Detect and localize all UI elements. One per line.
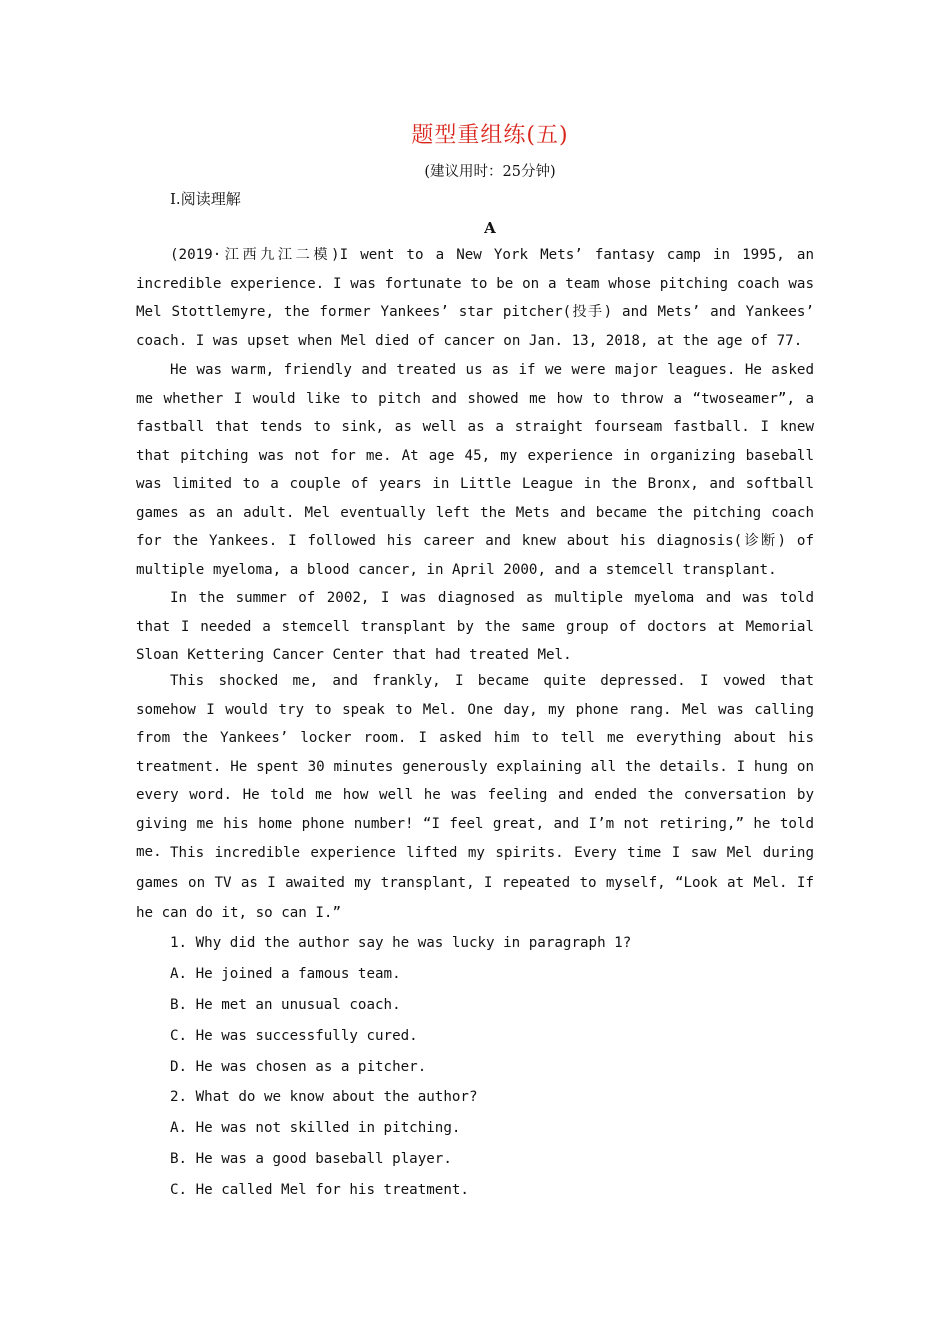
page-title: 题型重组练(五) — [411, 123, 569, 148]
passage-paragraph-5: This incredible experience lifted my spirits. Every time I saw Mel during games on TV as I awaited my transplant, I repeated to myself, “Look at Mel. If he can do it, so can I.” — [136, 845, 814, 921]
question-2: 2. What do we know about the author? — [170, 1089, 478, 1105]
part-label: A — [484, 219, 496, 237]
passage-paragraph-3: In the summer of 2002, I was diagnosed as multiple myeloma and was told that I needed a stemcell transplant by the same group of doctors at Memorial Sloan Kettering Cancer Center that had treated Mel. — [136, 590, 814, 663]
question-2-option-c: C. He called Mel for his treatment. — [170, 1182, 469, 1198]
question-1-option-d: D. He was chosen as a pitcher. — [170, 1059, 427, 1075]
passage-paragraph-1: (2019·江西九江二模)I went to a New York Mets’ fantasy camp in 1995, an incredible experience. I was fortunate to be on a team whose pitching coach was Mel Stottlemyre, the former Yankees’ star pitcher(投手) and Mets’ and Yankees’ coach. I was upset when Mel died of cancer on Jan. 13, 2018, at the age of 77. — [136, 247, 814, 349]
question-1-option-a: A. He joined a famous team. — [170, 966, 401, 982]
question-1: 1. Why did the author say he was lucky in paragraph 1? — [170, 935, 632, 951]
question-2-option-b: B. He was a good baseball player. — [170, 1151, 452, 1167]
section-heading: Ⅰ.阅读理解 — [170, 190, 241, 208]
question-1-option-c: C. He was successfully cured. — [170, 1028, 418, 1044]
suggested-time: (建议用时：25分钟) — [424, 164, 556, 180]
passage-paragraph-2: He was warm, friendly and treated us as if we were major leagues. He asked me whether I would like to pitch and showed me how to throw a “twoseamer”, a fastball that tends to sink, as well as a straight fourseam fastball. I knew that pitching was not for me. At age 45, my experience in organizing baseball was limited to a couple of years in Little League in the Bronx, and softball games as an adult. Mel eventually left the Mets and became the pitching coach for the Yankees. I followed his career and knew about his diagnosis(诊断) of multiple myeloma, a blood cancer, in April 2000, and a stemcell transplant. — [136, 362, 814, 578]
passage-paragraph-4: This shocked me, and frankly, I became quite depressed. I vowed that somehow I would try to speak to Mel. One day, my phone rang. Mel was calling from the Yankees’ locker room. I asked him to tell me everything about his treatment. He spent 30 minutes generously explaining all the details. I hung on every word. He told me how well he was feeling and ended the conversation by giving me his home phone number! “I feel great, and I’m not retiring,” he told me. — [136, 673, 814, 860]
question-1-option-b: B. He met an unusual coach. — [170, 997, 401, 1013]
question-2-option-a: A. He was not skilled in pitching. — [170, 1120, 461, 1136]
